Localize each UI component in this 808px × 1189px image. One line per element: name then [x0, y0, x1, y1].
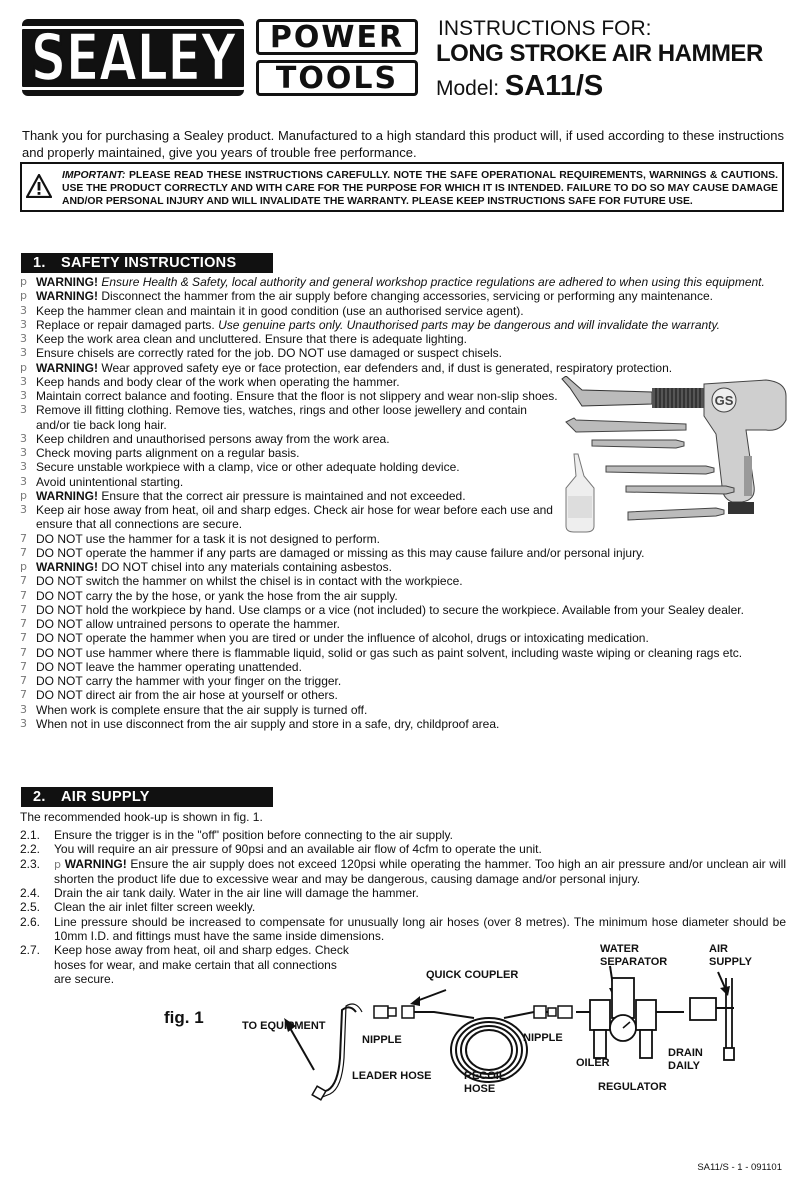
safety-item [20, 617, 786, 631]
bullet-symbol: 7 [20, 659, 27, 673]
section-1-number: 1. [33, 255, 46, 271]
bullet-symbol: p [20, 560, 27, 573]
item-text: DO NOT switch the hammer on whilst the chisel is in contact with the workpiece. [36, 574, 463, 589]
section-1-title: SAFETY INSTRUCTIONS [61, 255, 237, 271]
page-footer: SA11/S - 1 - 091101 [697, 1162, 782, 1173]
section-2-heading [21, 787, 273, 807]
label-regulator: REGULATOR [598, 1081, 667, 1093]
safety-item [20, 275, 786, 289]
bullet-symbol: 3 [20, 431, 27, 445]
bullet-symbol: 3 [20, 474, 27, 488]
bullet-symbol: p [20, 289, 27, 303]
air-supply-item [20, 900, 786, 914]
safety-item [20, 332, 786, 346]
bullet-symbol: 3 [20, 403, 27, 417]
warning-label: WARNING! [36, 488, 98, 503]
bullet-symbol: 3 [20, 702, 27, 716]
bullet-symbol: 7 [20, 588, 27, 602]
item-number: 2.6. [20, 914, 41, 929]
item-number: 2.4. [20, 886, 41, 901]
item-text: Keep hose away from heat, oil and sharp edges. Check hoses for wear, and make certain that all connections are secure. [54, 943, 349, 986]
item-text: Ensure the air supply does not exceed 120psi while operating the hammer. Too high an air pressure and/or unclean air will shorten the product life due to excessive wear and may be dangerous, causing damage and/or personal injury. [54, 856, 787, 886]
item-text: Keep children and unauthorised persons away from the work area. [36, 431, 390, 446]
label-to-equipment: TO EQUIPMENT [242, 1020, 326, 1032]
figure-caption: fig. 1 [164, 1008, 204, 1027]
bullet-symbol: 7 [20, 674, 27, 687]
item-text: Avoid unintentional starting. [36, 474, 184, 489]
item-number: 2.3. [20, 856, 41, 871]
item-text: DO NOT use the hammer for a task it is not designed to perform. [36, 531, 380, 546]
label-quick-coupler: QUICK COUPLER [426, 969, 519, 981]
safety-item [20, 703, 786, 717]
bullet-symbol: 3 [20, 317, 27, 331]
safety-item [20, 560, 786, 574]
bullet-symbol: 3 [20, 332, 27, 345]
label-drain-daily: DRAIN DAILY [668, 1047, 703, 1072]
item-text: Secure unstable workpiece with a clamp, vice or other adequate holding device. [36, 460, 460, 475]
air-supply-item [20, 857, 786, 887]
item-text: Keep the hammer clean and maintain it in good condition (use an authorised service agent). [36, 303, 524, 318]
bullet-symbol: 3 [20, 374, 27, 388]
item-text: DO NOT allow untrained persons to operate the hammer. [36, 617, 340, 631]
safety-item [20, 646, 786, 660]
item-text: Check moving parts alignment on a regular basis. [36, 446, 300, 460]
item-text: DO NOT leave the hammer operating unattended. [36, 659, 302, 674]
intro-paragraph: Thank you for purchasing a Sealey product. Manufactured to a high standard this product will, if used according to these instructions and properly maintained, give you years of trouble free performance. [22, 128, 784, 160]
item-number: 2.7. [20, 943, 41, 958]
safety-item [20, 318, 786, 332]
model-label: Model: [436, 77, 500, 100]
item-text: Ensure the trigger is in the "off" position before connecting to the air supply. [54, 828, 453, 842]
item-emphasis: Use genuine parts only. Unauthorised parts may be dangerous and will invalidate the warranty. [218, 317, 720, 332]
item-number: 2.1. [20, 828, 41, 842]
item-text: DO NOT carry the by the hose, or yank the hose from the air supply. [36, 588, 398, 603]
brand-name: SEALEY [30, 19, 236, 96]
bullet-symbol: 3 [20, 460, 27, 474]
bullet-symbol: 3 [20, 446, 27, 459]
item-text: DO NOT operate the hammer when you are tired or under the influence of alcohol, drugs or intoxicating medication. [36, 631, 649, 646]
item-text: Remove ill fitting clothing. Remove ties, watches, rings and other loose jewellery and contain and/or tie back long hair. [36, 403, 527, 432]
bullet-symbol: 7 [20, 531, 27, 545]
air-supply-item [20, 842, 786, 856]
safety-item [20, 589, 786, 603]
item-number: 2.5. [20, 900, 41, 915]
air-supply-item [20, 886, 786, 900]
safety-item [20, 289, 786, 303]
power-tools-logo [256, 19, 418, 96]
safety-item [20, 304, 786, 318]
section-1-heading [21, 253, 273, 273]
bullet-symbol: 3 [20, 389, 27, 402]
bullet-symbol: 3 [20, 503, 27, 516]
item-text: Ensure chisels are correctly rated for the job. DO NOT use damaged or suspect chisels. [36, 346, 502, 361]
item-text: Wear approved safety eye or face protection, ear defenders and, if dust is generated, respiratory protection. [101, 360, 673, 375]
important-notice-text [62, 169, 778, 209]
item-text: Keep air hose away from heat, oil and sharp edges. Check air hose for wear before each use and ensure that all connections are secure. [36, 503, 553, 532]
section-2-title: AIR SUPPLY [61, 789, 150, 805]
item-emphasis: Ensure Health & Safety, local authority and general workshop practice regulations are adhered to when using this equipment. [101, 275, 765, 289]
safety-item [20, 603, 786, 617]
safety-item [20, 346, 786, 360]
label-oiler: OILER [576, 1057, 610, 1069]
item-text: Keep hands and body clear of the work when operating the hammer. [36, 374, 400, 389]
warning-label: WARNING! [36, 560, 98, 574]
item-number: 2.2. [20, 842, 41, 857]
instructions-for: INSTRUCTIONS FOR: [438, 17, 652, 40]
safety-item [20, 674, 786, 688]
model-line [436, 70, 603, 103]
safety-item [20, 660, 786, 674]
bullet-symbol: p [54, 857, 61, 871]
label-water-separator: WATER SEPARATOR [600, 943, 668, 968]
safety-item [20, 574, 786, 588]
item-text: Drain the air tank daily. Water in the air line will damage the hammer. [54, 886, 419, 901]
label-nipple-left: NIPPLE [362, 1034, 402, 1046]
air-supply-item [20, 828, 786, 842]
bullet-symbol: 3 [20, 346, 27, 360]
safety-item [20, 717, 786, 731]
warning-label: WARNING! [36, 275, 98, 289]
bullet-symbol: 7 [20, 631, 27, 645]
safety-item [20, 688, 786, 702]
item-text: DO NOT direct air from the air hose at yourself or others. [36, 688, 338, 703]
item-text: DO NOT use hammer where there is flammable liquid, solid or gas such as paint solvent, including waste wiping or cleaning rags etc. [36, 645, 743, 660]
safety-item [20, 503, 556, 532]
item-text: Ensure that the correct air pressure is maintained and not exceeded. [101, 488, 466, 503]
item-text: DO NOT carry the hammer with your finger on the trigger. [36, 674, 342, 688]
bullet-symbol: p [20, 360, 27, 374]
label-leader-hose: LEADER HOSE [352, 1070, 432, 1082]
safety-item [20, 403, 556, 432]
item-text: Maintain correct balance and footing. Ensure that the floor is not slippery and wear non-slip shoes. [36, 389, 558, 403]
air-hammer-illustration [556, 376, 790, 534]
warning-label: WARNING! [36, 360, 98, 375]
section-2-number: 2. [33, 789, 46, 805]
tools-word: TOOLS [256, 60, 418, 96]
item-text: When not in use disconnect from the air supply and store in a safe, dry, childproof area. [36, 716, 500, 731]
air-supply-intro: The recommended hook-up is shown in fig. 1. [20, 810, 263, 824]
item-text: When work is complete ensure that the air supply is turned off. [36, 702, 368, 717]
important-lead: IMPORTANT: [62, 170, 126, 181]
item-text: Line pressure should be increased to compensate for unusually long air hoses (over 8 metres). The minimum hose diameter should be 10mm I.D. and fittings must have the same inside dimensions. [54, 914, 786, 944]
safety-item [20, 631, 786, 645]
bullet-symbol: 7 [20, 545, 27, 559]
item-text: Keep the work area clean and uncluttered. Ensure that there is adequate lighting. [36, 332, 467, 346]
item-text: Disconnect the hammer from the air supply before changing accessories, servicing or performing any maintenance. [101, 289, 713, 304]
item-text: Replace or repair damaged parts. [36, 317, 215, 332]
bullet-symbol: 3 [20, 716, 27, 730]
item-text: DO NOT operate the hammer if any parts are damaged or missing as this may cause failure and/or personal injury. [36, 545, 645, 560]
sealey-logo [22, 19, 244, 96]
safety-item [20, 361, 786, 375]
product-title: LONG STROKE AIR HAMMER [436, 40, 763, 67]
label-recoil-hose: RECOIL HOSE [464, 1070, 506, 1095]
svg-text:GS: GS [714, 393, 734, 408]
bullet-symbol: 7 [20, 688, 27, 702]
warning-label: WARNING! [36, 289, 98, 304]
safety-item [20, 546, 786, 560]
important-body: PLEASE READ THESE INSTRUCTIONS CAREFULLY. NOTE THE SAFE OPERATIONAL REQUIREMENTS, WARNINGS & CAUTIONS. USE THE PRODUCT CORRECTLY AND WITH CARE FOR THE PURPOSE FOR WHICH IT IS INTENDED. FAILURE TO DO SO MAY CAUSE DAMAGE AND/OR PERSONAL INJURY AND WILL INVALIDATE THE WARRANTY. PLEASE KEEP INSTRUCTIONS SAFE FOR FUTURE USE. [62, 170, 778, 208]
power-word: POWER [256, 19, 418, 55]
label-nipple-right: NIPPLE [523, 1032, 563, 1044]
warning-triangle-icon [26, 174, 52, 198]
item-text: Clean the air inlet filter screen weekly. [54, 900, 256, 915]
bullet-symbol: p [20, 488, 27, 502]
bullet-symbol: 7 [20, 574, 27, 588]
warning-label: WARNING! [64, 856, 127, 871]
item-text: You will require an air pressure of 90psi and an available air flow of 4cfm to operate the unit. [54, 842, 542, 857]
item-text: DO NOT hold the workpiece by hand. Use clamps or a vice (not included) to secure the workpiece. Available from your Sealey dealer. [36, 602, 744, 617]
bullet-symbol: 7 [20, 645, 27, 659]
bullet-symbol: p [20, 275, 27, 288]
label-air-supply: AIR SUPPLY [709, 943, 753, 968]
model-number: SA11/S [504, 70, 604, 102]
item-text: DO NOT chisel into any materials containing asbestos. [101, 560, 392, 574]
bullet-symbol: 7 [20, 602, 27, 616]
bullet-symbol: 3 [20, 303, 27, 317]
bullet-symbol: 7 [20, 617, 27, 630]
